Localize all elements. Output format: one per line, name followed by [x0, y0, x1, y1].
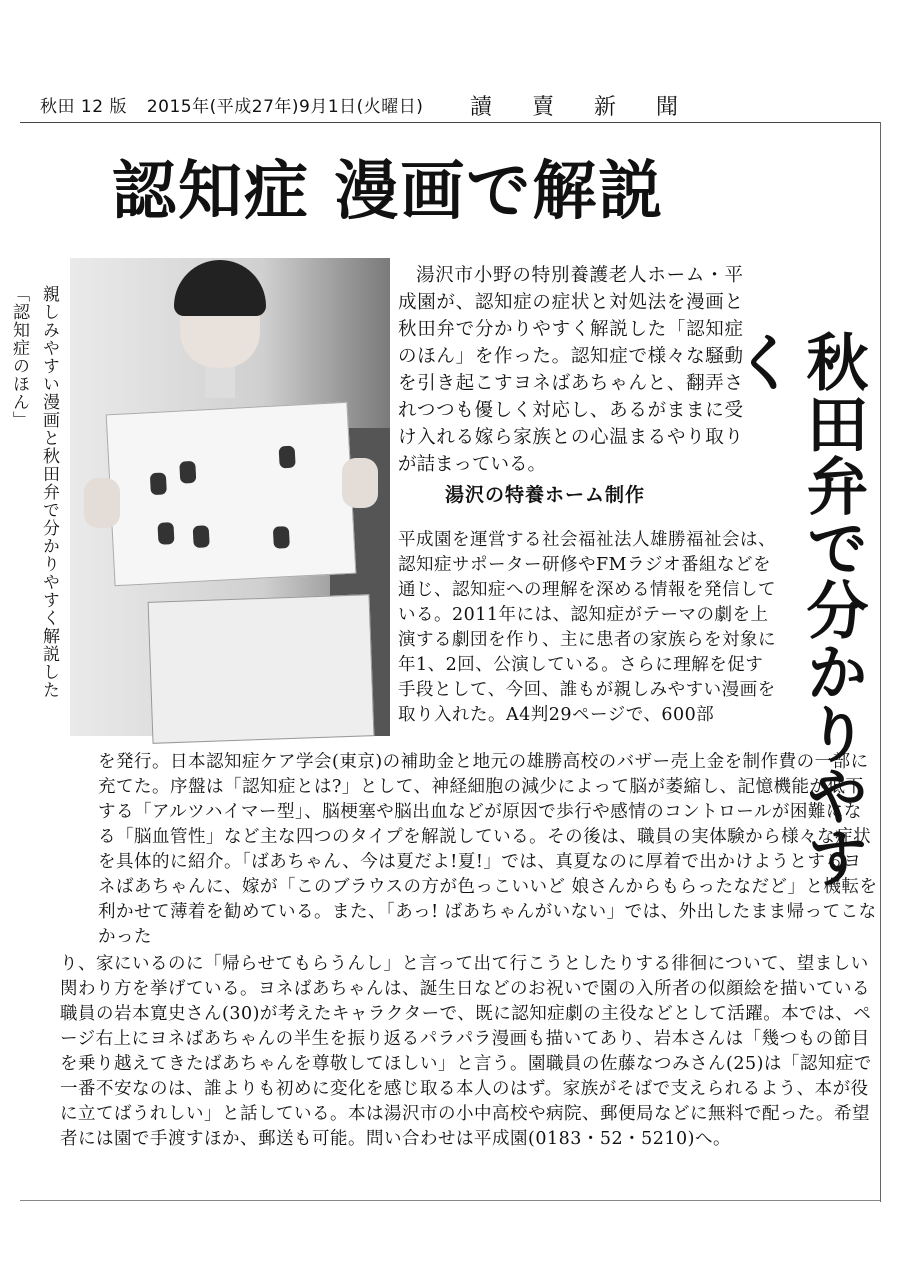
headline: 認知症 漫画で解説	[112, 155, 665, 229]
right-rule	[880, 122, 881, 1202]
body-column-1: 平成園を運営する社会福祉法人雄勝福祉会は、認知症サポーター研修やFMラジオ番組などを通じ、認知症への理解を深める情報を発信している。2011年には、認知症がテーマの劇を上演する劇団を作り、主に患者の家族らを対象に年1、2回、公演している。さらに理解を促す手段として、今回、誰もが親しみやすい漫画を取り入れた。A4判29ページで、600部	[398, 530, 776, 725]
photo-caption: 親しみやすい漫画と秋田弁で分かりやすく解説した「認知症のほん」	[9, 285, 59, 699]
edition-label: 秋田 12 版	[40, 97, 127, 117]
lead-paragraph: 湯沢市小野の特別養護老人ホーム・平成園が、認知症の症状と対処法を漫画と秋田弁で分かりやすく解説した「認知症のほん」を作った。認知症で様々な騒動を引き起こすヨネばあちゃんと、翻弄されつつも優しく対応し、あるがままに受け入れる嫁ら家族との心温まるやり取りが詰まっている。	[398, 265, 743, 475]
paper-name: 讀賣新聞	[470, 95, 719, 120]
section-heading: 湯沢の特養ホーム制作	[445, 484, 646, 506]
subheadline: 秋田弁で分かりやすく	[724, 330, 869, 888]
date-label: 2015年(平成27年)9月1日(火曜日)	[146, 97, 424, 117]
bottom-rule	[20, 1200, 880, 1201]
masthead	[40, 92, 880, 118]
body-column-2: を発行。日本認知症ケア学会(東京)の補助金と地元の雄勝高校のバザー売上金を制作費の一部に充てた。序盤は「認知症とは?」として、神経細胞の減少によって脳が萎縮し、記憶機能が低下する「アルツハイマー型」、脳梗塞や脳出血などが原因で歩行や感情のコントロールが困難になる「脳血管性」など主な四つのタイプを解説している。その後は、職員の実体験から様々な症状を具体的に紹介。「ばあちゃん、今は夏だよ!夏!」では、真夏なのに厚着で出かけようとするヨネばあちゃんに、嫁が「このブラウスの方が色っこいいど 娘さんからもらったなだど」と機転を利かせて薄着を勧めている。また、「あっ! ばあちゃんがいない」では、外出したまま帰ってこなかった	[98, 752, 878, 947]
body-column-3: り、家にいるのに「帰らせてもらうんし」と言って出て行こうとしたりする徘徊について、望ましい関わり方を挙げている。ヨネばあちゃんは、誕生日などのお祝いで園の入所者の似顔絵を描いている職員の岩本寛史さん(30)が考えたキャラクターで、既に認知症劇の主役などとして活躍。本では、ページ右上にヨネばあちゃんの半生を振り返るパラパラ漫画も描いてあり、岩本さんは「幾つもの節目を乗り越えてきたばあちゃんを尊敬してほしい」と言う。園職員の佐藤なつみさん(25)は「認知症で一番不安なのは、誰よりも初めに変化を感じ取る本人のはず。家族がそばで支えられるよう、本が役に立てばうれしい」と話している。本は湯沢市の小中高校や病院、郵便局などに無料で配った。希望者には園で手渡すほか、郵送も可能。問い合わせは平成園(0183・52・5210)へ。	[60, 954, 872, 1149]
article-photo	[70, 258, 390, 736]
top-rule	[20, 122, 880, 123]
